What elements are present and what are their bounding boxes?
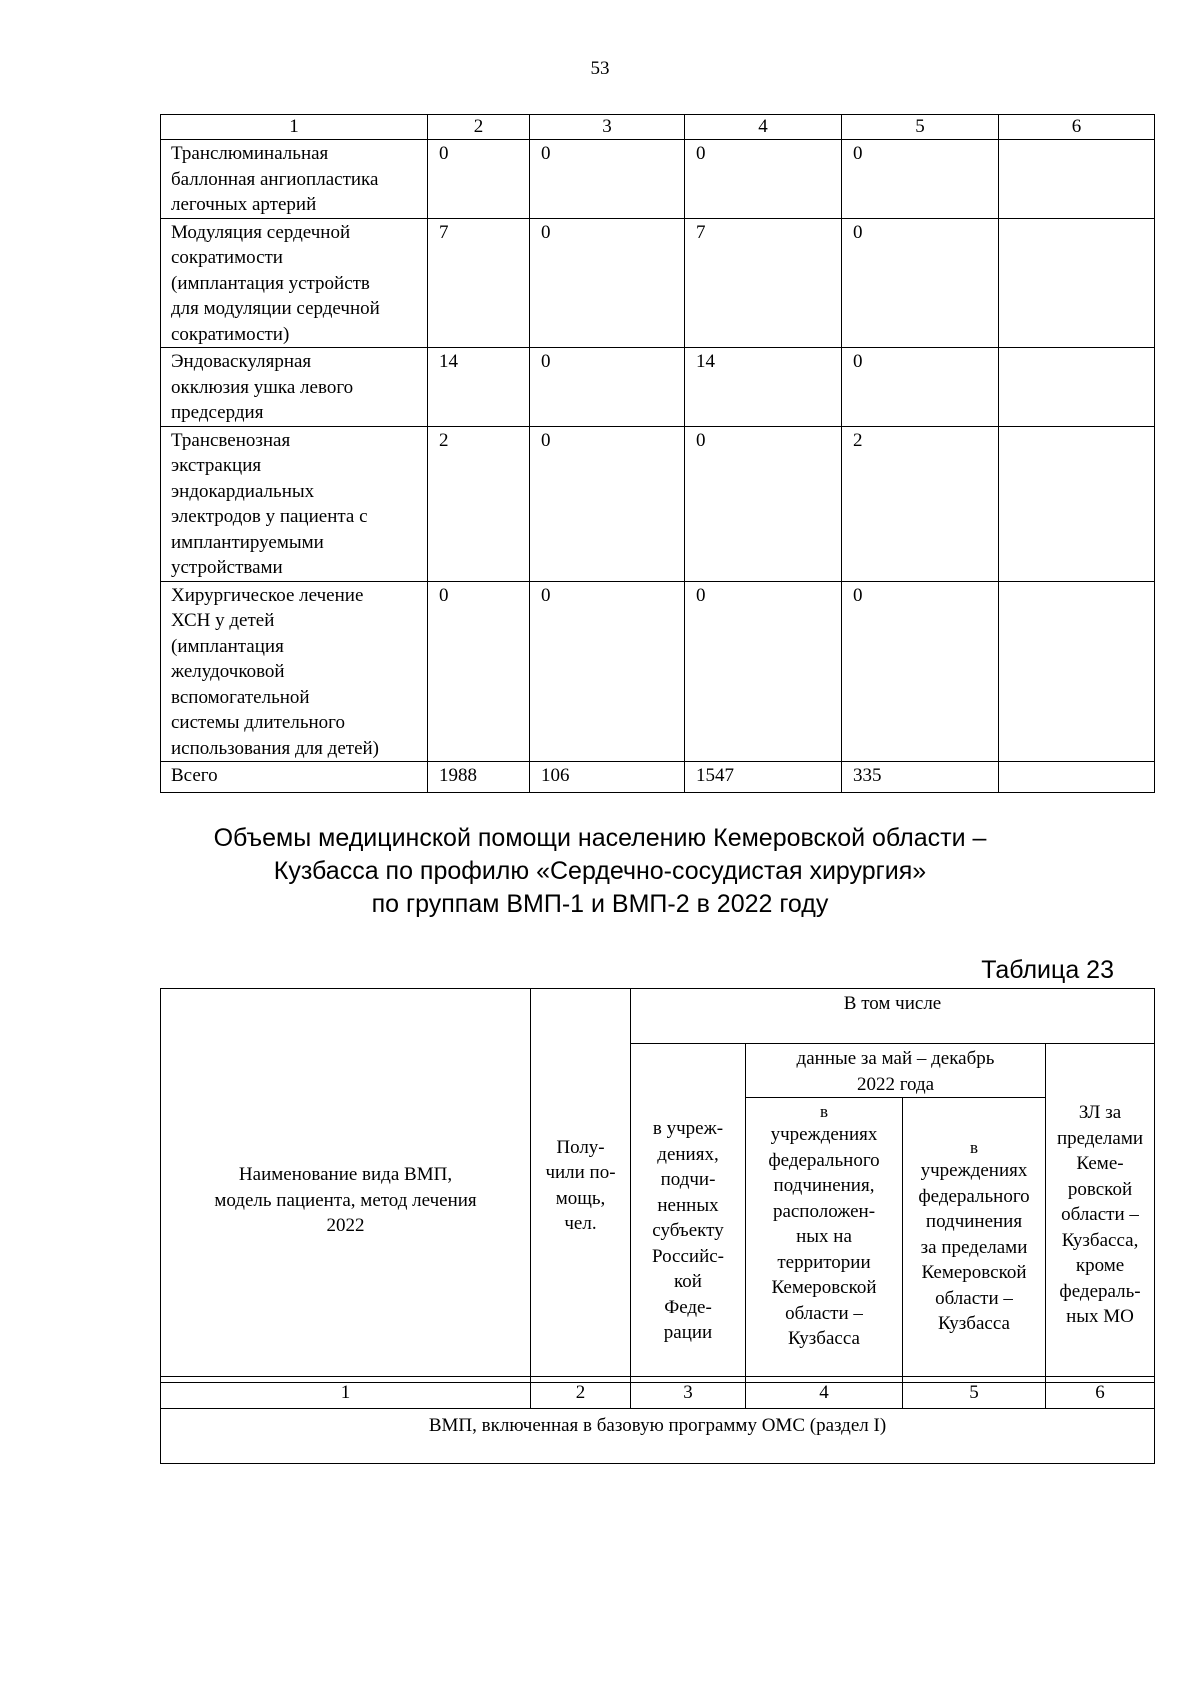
- method-name-cell: Эндоваскулярная окклюзия ушка левого предсердия: [161, 348, 428, 427]
- total-value: [999, 762, 1155, 793]
- col4-header: в учреждениях федерального подчинения, расположен- ных на территории Кемеровской области – Кузбасса: [746, 1098, 903, 1383]
- table-header-row: [161, 115, 1155, 140]
- value-cell: 0: [428, 581, 530, 762]
- value-cell: 0: [842, 348, 999, 427]
- header-cell: 4: [685, 115, 842, 140]
- value-cell: [999, 140, 1155, 219]
- index-cell: 5: [903, 1377, 1046, 1409]
- table-row: [161, 218, 1155, 348]
- table-label: Таблица 23: [981, 956, 1114, 984]
- col5-header: в учреждениях федерального подчинения за пределами Кемеровской области – Кузбасса: [903, 1098, 1046, 1383]
- header-cell: 5: [842, 115, 999, 140]
- header-cell: 3: [530, 115, 685, 140]
- col1-header: Наименование вида ВМП, модель пациента, метод лечения 2022: [161, 989, 531, 1383]
- value-cell: 0: [530, 426, 685, 581]
- total-value: 1547: [685, 762, 842, 793]
- may-december-header: данные за май – декабрь 2022 года: [746, 1044, 1046, 1098]
- title-line: по группам ВМП-1 и ВМП-2 в 2022 году: [371, 890, 829, 918]
- section-heading: ВМП, включенная в базовую программу ОМС (раздел I): [161, 1409, 1155, 1464]
- col6-header: ЗЛ за пределами Кеме- ровской области – Кузбасса, кроме федераль- ных МО: [1046, 1044, 1155, 1383]
- value-cell: 0: [530, 348, 685, 427]
- table-row: [161, 426, 1155, 581]
- col3-header: в учреж- дениях, подчи- ненных субъекту Российс- кой Феде- рации: [631, 1044, 746, 1383]
- method-name-cell: Хирургическое лечение ХСН у детей (имплантация желудочковой вспомогательной системы длительного использования для детей): [161, 581, 428, 762]
- title-line: Кузбасса по профилю «Сердечно-сосудистая хирургия»: [273, 857, 927, 885]
- index-cell: 4: [746, 1377, 903, 1409]
- value-cell: 2: [428, 426, 530, 581]
- method-name-cell: Транслюминальная баллонная ангиопластика легочных артерий: [161, 140, 428, 219]
- table-row: [161, 581, 1155, 762]
- section-row: [161, 1409, 1155, 1464]
- page-number: 53: [590, 58, 610, 79]
- header-cell: 2: [428, 115, 530, 140]
- value-cell: 7: [428, 218, 530, 348]
- header-cell: 6: [999, 115, 1155, 140]
- table23-body: [160, 1376, 1155, 1464]
- value-cell: 2: [842, 426, 999, 581]
- value-cell: 0: [428, 140, 530, 219]
- value-cell: 0: [530, 581, 685, 762]
- value-cell: [999, 218, 1155, 348]
- total-value: 1988: [428, 762, 530, 793]
- section-title: [0, 822, 1200, 921]
- total-value: 106: [530, 762, 685, 793]
- column-index-row: [161, 1377, 1155, 1409]
- value-cell: [999, 581, 1155, 762]
- value-cell: 14: [685, 348, 842, 427]
- value-cell: 0: [530, 140, 685, 219]
- method-name-cell: Трансвенозная экстракция эндокардиальных электродов у пациента с имплантируемыми устройствами: [161, 426, 428, 581]
- table23-header: [160, 988, 1155, 1383]
- col2-header: Полу- чили по- мощь, чел.: [531, 989, 631, 1383]
- value-cell: 0: [842, 581, 999, 762]
- including-header: В том числе: [631, 989, 1155, 1044]
- value-cell: [999, 348, 1155, 427]
- value-cell: 0: [842, 140, 999, 219]
- value-cell: 0: [842, 218, 999, 348]
- value-cell: 0: [685, 581, 842, 762]
- value-cell: 14: [428, 348, 530, 427]
- total-label: Всего: [161, 762, 428, 793]
- index-cell: 2: [531, 1377, 631, 1409]
- value-cell: 0: [685, 140, 842, 219]
- value-cell: [999, 426, 1155, 581]
- index-cell: 6: [1046, 1377, 1155, 1409]
- total-row: [161, 762, 1155, 793]
- index-cell: 3: [631, 1377, 746, 1409]
- continued-table: [160, 114, 1155, 793]
- title-line: Объемы медицинской помощи населению Кемеровской области –: [213, 824, 987, 852]
- value-cell: 0: [530, 218, 685, 348]
- index-cell: 1: [161, 1377, 531, 1409]
- total-value: 335: [842, 762, 999, 793]
- header-cell: 1: [161, 115, 428, 140]
- table-row: [161, 140, 1155, 219]
- method-name-cell: Модуляция сердечной сократимости (имплантация устройств для модуляции сердечной сократимости): [161, 218, 428, 348]
- value-cell: 7: [685, 218, 842, 348]
- value-cell: 0: [685, 426, 842, 581]
- table-row: [161, 348, 1155, 427]
